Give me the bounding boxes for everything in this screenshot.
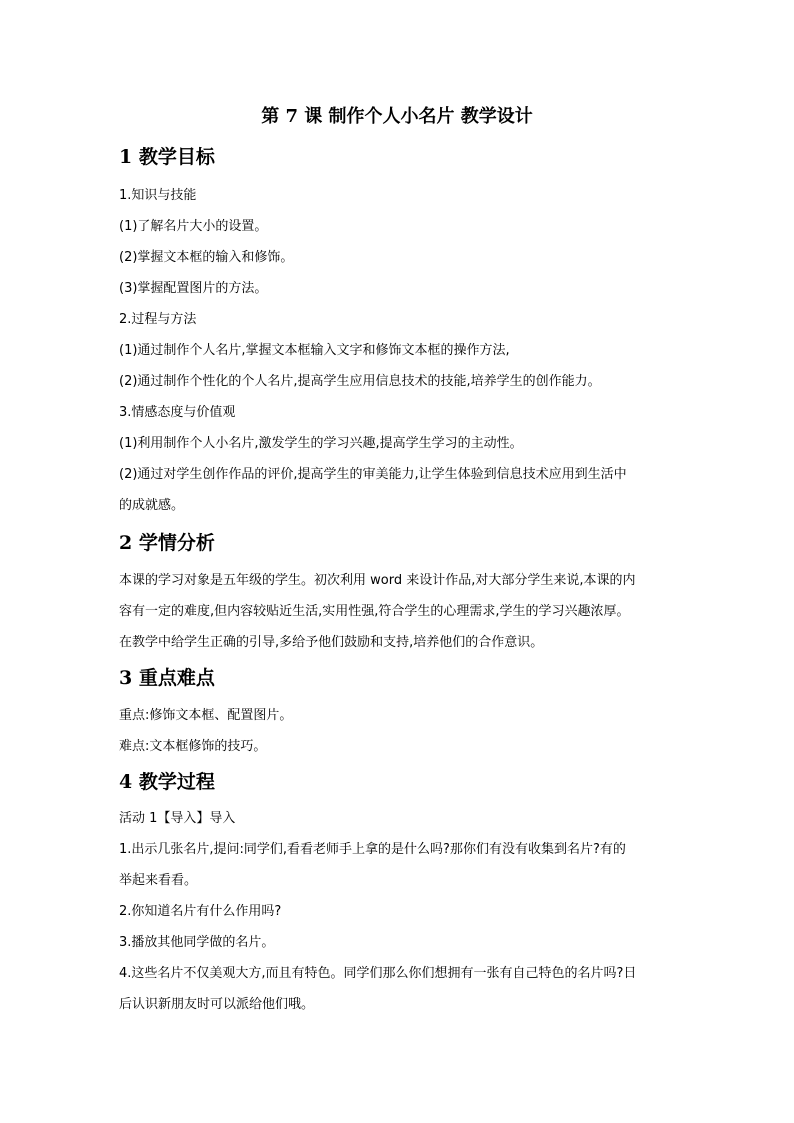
paragraph-line: (2)通过制作个性化的个人名片,提高学生应用信息技术的技能,培养学生的创作能力。: [119, 374, 601, 389]
paragraph-line: (1)通过制作个人名片,掌握文本框输入文字和修饰文本框的操作方法,: [119, 343, 510, 358]
paragraph-line: 1.知识与技能: [119, 188, 197, 203]
paragraph-line: (3)掌握配置图片的方法。: [119, 281, 268, 296]
paragraph-line: 难点:文本框修饰的技巧。: [119, 739, 267, 754]
paragraph-line: (2)通过对学生创作作品的评价,提高学生的审美能力,让学生体验到信息技术应用到生活中: [119, 467, 627, 482]
paragraph-line: 举起来看看。: [119, 873, 198, 888]
section-heading: 3 重点难点: [119, 667, 215, 689]
paragraph-line: 3.播放其他同学做的名片。: [119, 935, 275, 950]
document-title: 第 7 课 制作个人小名片 教学设计: [261, 106, 533, 127]
paragraph-line: 3.情感态度与价值观: [119, 405, 236, 420]
paragraph-line: 1.出示几张名片,提问:同学们,看看老师手上拿的是什么吗?那你们有没有收集到名片?有的: [119, 842, 626, 857]
paragraph-line: 后认识新朋友时可以派给他们哦。: [119, 997, 315, 1012]
paragraph-line: (2)掌握文本框的输入和修饰。: [119, 250, 294, 265]
paragraph-line: 的成就感。: [119, 498, 185, 513]
paragraph-line: (1)了解名片大小的设置。: [119, 219, 268, 234]
paragraph-line: 2.过程与方法: [119, 312, 197, 327]
section-heading: 4 教学过程: [119, 771, 215, 793]
paragraph-line: 4.这些名片不仅美观大方,而且有特色。同学们那么你们想拥有一张有自己特色的名片吗?日: [119, 966, 637, 981]
paragraph-line: 容有一定的难度,但内容较贴近生活,实用性强,符合学生的心理需求,学生的学习兴趣浓厚。: [119, 604, 630, 619]
section-heading: 1 教学目标: [119, 146, 215, 168]
section-heading: 2 学情分析: [119, 532, 215, 554]
paragraph-line: (1)利用制作个人小名片,激发学生的学习兴趣,提高学生学习的主动性。: [119, 436, 523, 451]
paragraph-line: 本课的学习对象是五年级的学生。初次利用 word 来设计作品,对大部分学生来说,本课的内: [119, 573, 636, 588]
paragraph-line: 重点:修饰文本框、配置图片。: [119, 708, 293, 723]
paragraph-line: 2.你知道名片有什么作用吗?: [119, 904, 282, 919]
paragraph-line: 活动 1【导入】导入: [119, 811, 236, 826]
paragraph-line: 在教学中给学生正确的引导,多给予他们鼓励和支持,培养他们的合作意识。: [119, 635, 544, 650]
